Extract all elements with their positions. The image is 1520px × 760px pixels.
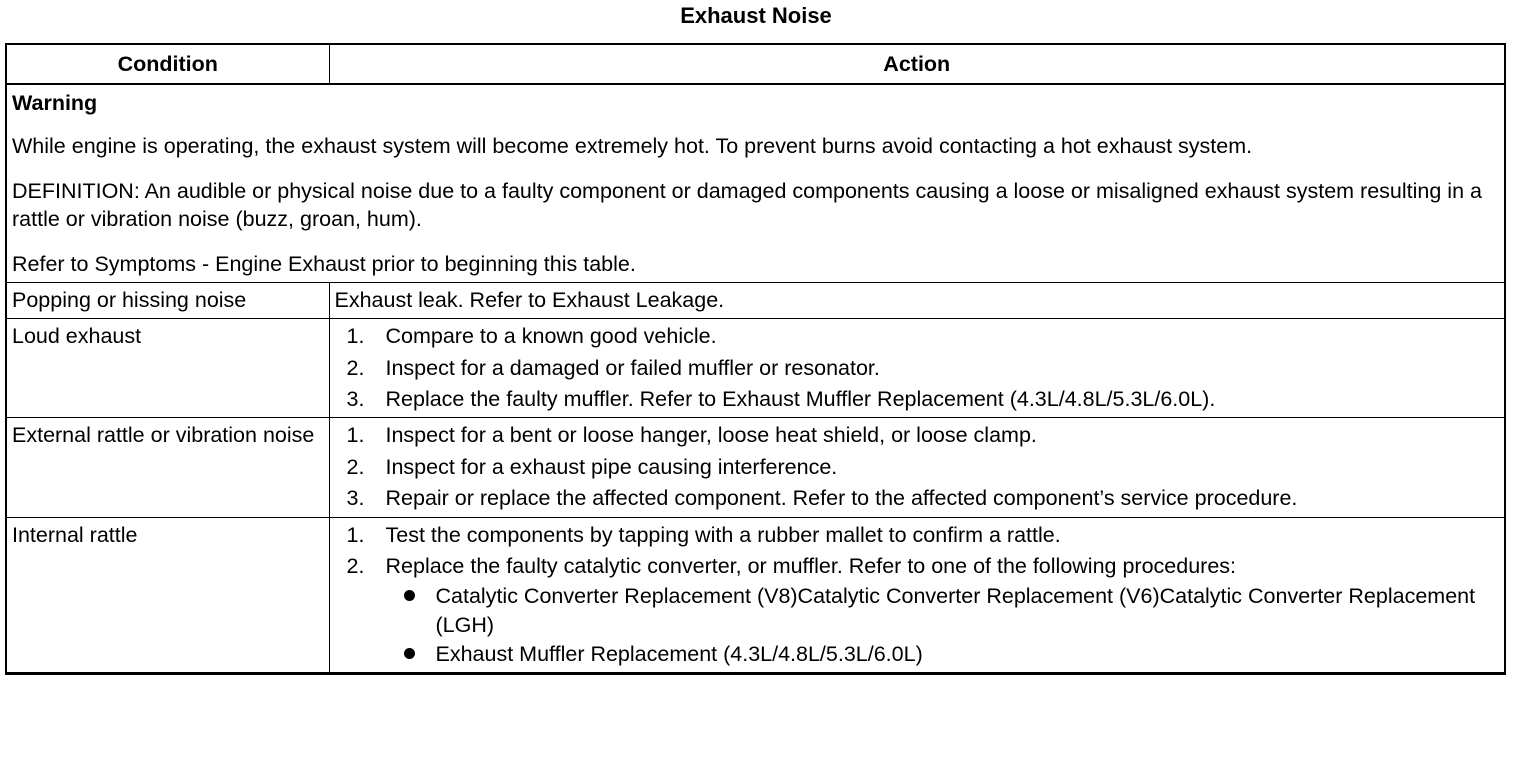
table-row bbox=[7, 319, 1504, 418]
step-number: 3. bbox=[346, 486, 365, 511]
step-number: 1. bbox=[346, 522, 365, 547]
action-cell bbox=[329, 517, 1504, 672]
action-cell bbox=[329, 319, 1504, 418]
condition-cell: External rattle or vibration noise bbox=[7, 418, 329, 517]
bullet-item bbox=[386, 640, 1499, 668]
step-item bbox=[335, 552, 1499, 669]
bullet-text: Exhaust Muffler Replacement (4.3L/4.8L/5.3L/6.0L) bbox=[435, 642, 923, 666]
step-text: Compare to a known good vehicle. bbox=[385, 324, 717, 349]
step-item bbox=[335, 521, 1499, 549]
warning-title: Warning bbox=[12, 91, 98, 115]
step-item bbox=[335, 484, 1499, 512]
step-number: 1. bbox=[346, 324, 365, 349]
page-title: Exhaust Noise bbox=[680, 3, 832, 28]
step-item bbox=[335, 385, 1499, 413]
step-list bbox=[335, 322, 1499, 413]
table-header-row bbox=[7, 45, 1504, 84]
refer-text: Refer to Symptoms - Engine Exhaust prior to beginning this table. bbox=[12, 251, 636, 276]
step-item bbox=[335, 421, 1499, 449]
step-number: 3. bbox=[346, 387, 365, 411]
step-item bbox=[335, 354, 1499, 382]
exhaust-noise-table bbox=[5, 43, 1506, 675]
condition-cell: Internal rattle bbox=[7, 517, 329, 672]
step-list bbox=[335, 521, 1499, 669]
action-column-header: Action bbox=[329, 45, 1504, 84]
step-text: Replace the faulty muffler. Refer to Exhaust Muffler Replacement (4.3L/4.8L/5.3L/6.0L). bbox=[385, 387, 1216, 411]
step-text: Inspect for a damaged or failed muffler or resonator. bbox=[385, 355, 880, 380]
condition-column-header: Condition bbox=[7, 45, 329, 84]
step-text: Inspect for a exhaust pipe causing interference. bbox=[385, 454, 838, 479]
definition-text: DEFINITION: An audible or physical noise due to a faulty component or damaged components causing a loose or misaligned exhaust system resulting in a rattle or vibration noise (buzz, groan, hum). bbox=[12, 178, 1482, 232]
condition-cell: Popping or hissing noise bbox=[7, 282, 329, 318]
step-number: 2. bbox=[346, 454, 365, 479]
bullet-dot-icon bbox=[404, 648, 415, 659]
table-row bbox=[7, 282, 1504, 318]
step-item bbox=[335, 322, 1499, 350]
bullet-text: Catalytic Converter Replacement (V8)Catalytic Converter Replacement (V6)Catalytic Converter Replacement (LGH) bbox=[435, 584, 1476, 637]
table-row bbox=[7, 418, 1504, 517]
step-number: 2. bbox=[346, 553, 365, 578]
step-text: Repair or replace the affected component. Refer to the affected component’s service procedure. bbox=[385, 486, 1298, 511]
bullet-item bbox=[386, 582, 1499, 639]
step-text: Test the components by tapping with a rubber mallet to confirm a rattle. bbox=[385, 522, 1061, 547]
step-text: Replace the faulty catalytic converter, or muffler. Refer to one of the following procedures: bbox=[385, 553, 1236, 578]
action-cell bbox=[329, 418, 1504, 517]
bullet-dot-icon bbox=[404, 590, 415, 601]
intro-row bbox=[7, 84, 1504, 282]
warning-text: While engine is operating, the exhaust system will become extremely hot. To prevent burns avoid contacting a hot exhaust system. bbox=[12, 134, 1253, 159]
action-cell: Exhaust leak. Refer to Exhaust Leakage. bbox=[329, 282, 1504, 318]
intro-cell bbox=[7, 84, 1504, 282]
step-number: 2. bbox=[346, 355, 365, 380]
step-list bbox=[335, 421, 1499, 512]
condition-cell: Loud exhaust bbox=[7, 319, 329, 418]
procedure-bullet-list bbox=[386, 582, 1499, 668]
step-text: Inspect for a bent or loose hanger, loose heat shield, or loose clamp. bbox=[385, 423, 1037, 448]
step-number: 1. bbox=[346, 423, 365, 448]
step-item bbox=[335, 453, 1499, 481]
table-row bbox=[7, 517, 1504, 672]
